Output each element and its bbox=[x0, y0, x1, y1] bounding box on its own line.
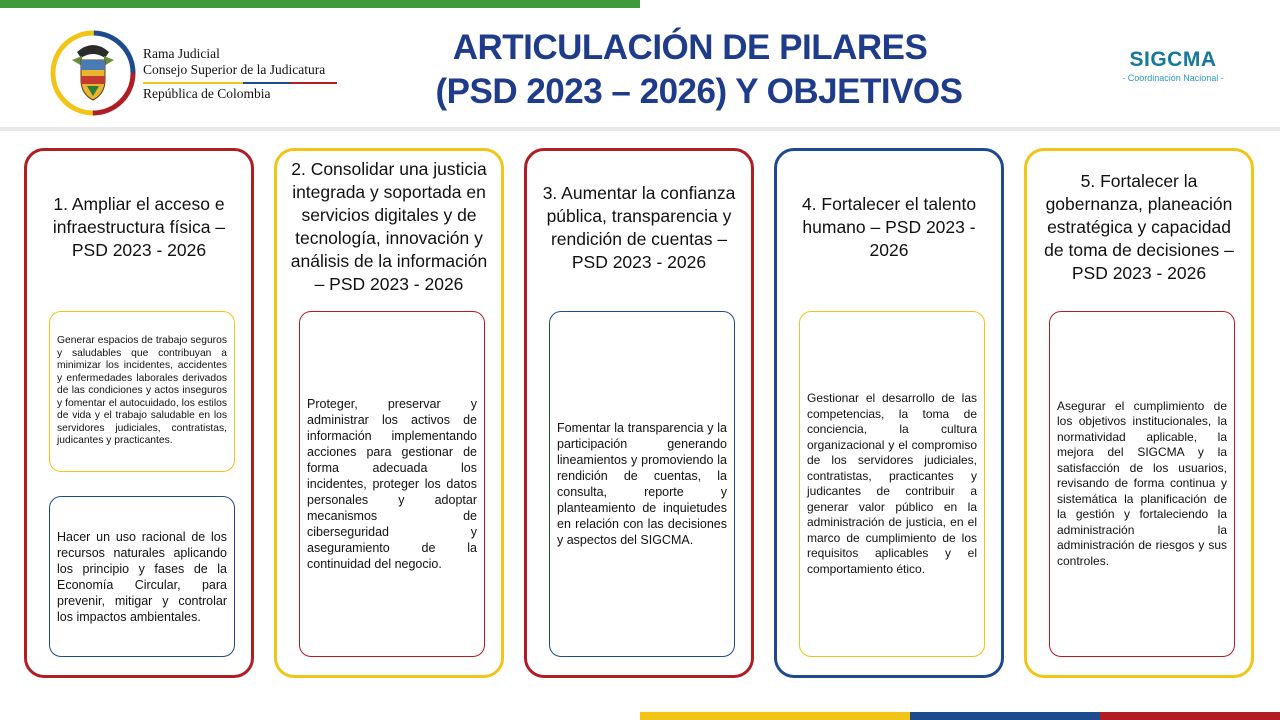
pillar-card-2 bbox=[274, 148, 504, 678]
org-line-1: Rama Judicial bbox=[143, 46, 220, 61]
objective-text: Asegurar el cumplimiento de los objetivos institucionales, la normatividad aplicable, la mejora del SIGCMA y la satisfacción de los usuarios, revisando de forma continua y sistemática la planificación de la gestión y fortaleciendo la administración la administración de riesgos y sus controles. bbox=[1057, 398, 1227, 568]
org-line-2: Consejo Superior de la Judicatura bbox=[143, 62, 326, 77]
objective-box bbox=[49, 311, 235, 472]
objective-text: Generar espacios de trabajo seguros y saludables que contribuyan a minimizar los incidentes, accidentes y enfermedades laborales derivados de las condiciones y actos inseguros y fomentar el autocuidado, los estilos de vida y el trabajo saludable en los servidores judiciales, contratistas, judicantes y practicantes. bbox=[57, 335, 227, 447]
objective-text: Fomentar la transparencia y la participación generando lineamientos y promoviendo la rendición de cuentas, la consulta, reporte y planteamiento de inquietudes en relación con las decisiones y aspectos del SIGCMA. bbox=[557, 421, 727, 547]
rama-judicial-logo bbox=[50, 30, 340, 115]
bottom-flag-bar bbox=[640, 712, 1280, 720]
objective-text: Gestionar el desarrollo de las competencias, la toma de conciencia, la cultura organizacional y el compromiso de los servidores judiciales, contratistas, practicantes y judicantes de contribuir a generar valor público en la administración de justicia, en el marco de cumplimiento de los requisitos aplicables y el comportamiento ético. bbox=[807, 391, 977, 576]
sigcma-logo bbox=[1110, 48, 1236, 84]
objective-box bbox=[799, 311, 985, 657]
pillar-title: 2. Consolidar una justicia integrada y soportada en servicios digitales y de tecnología, innovación y análisis de la información – PSD 2023 - 2026 bbox=[290, 159, 488, 294]
top-accent-bar bbox=[0, 0, 640, 8]
objective-text: Proteger, preservar y administrar los activos de información implementando acciones para gestionar de forma adecuada los incidentes, proteger los datos personales y adoptar mecanismos de ciberseguridad y aseguramiento de la continuidad del negocio. bbox=[307, 397, 477, 571]
pillar-card-4 bbox=[774, 148, 1004, 678]
title-line-2: (PSD 2023 – 2026) Y OBJETIVOS bbox=[435, 72, 963, 111]
pillar-title: 4. Fortalecer el talento humano – PSD 2023 - 2026 bbox=[801, 194, 977, 260]
org-country: República de Colombia bbox=[143, 86, 271, 101]
flag-divider bbox=[143, 82, 337, 84]
objective-text: Hacer un uso racional de los recursos naturales aplicando los principio y fases de la Economía Circular, para prevenir, mitigar y controlar los impactos ambientales. bbox=[57, 529, 227, 624]
pillar-card-5 bbox=[1024, 148, 1254, 678]
pillar-title: 5. Fortalecer la gobernanza, planeación estratégica y capacidad de toma de decisiones – PSD 2023 - 2026 bbox=[1044, 171, 1234, 283]
page-title bbox=[400, 26, 980, 114]
objective-box bbox=[549, 311, 735, 657]
pillar-title: 3. Aumentar la confianza pública, transparencia y rendición de cuentas – PSD 2023 - 2026 bbox=[542, 183, 736, 272]
org-name bbox=[143, 46, 325, 78]
objective-box bbox=[49, 496, 235, 657]
objective-box bbox=[299, 311, 485, 657]
header-divider bbox=[0, 127, 1280, 131]
objective-box bbox=[1049, 311, 1235, 657]
pillar-card-3 bbox=[524, 148, 754, 678]
coat-of-arms-icon bbox=[50, 30, 136, 116]
pillar-card-1 bbox=[24, 148, 254, 678]
pillar-title: 1. Ampliar el acceso e infraestructura física – PSD 2023 - 2026 bbox=[52, 194, 226, 260]
sigcma-subtitle: - Coordinación Nacional - bbox=[1122, 73, 1224, 83]
title-line-1: ARTICULACIÓN DE PILARES bbox=[452, 28, 928, 67]
sigcma-name: SIGCMA bbox=[1129, 48, 1217, 71]
